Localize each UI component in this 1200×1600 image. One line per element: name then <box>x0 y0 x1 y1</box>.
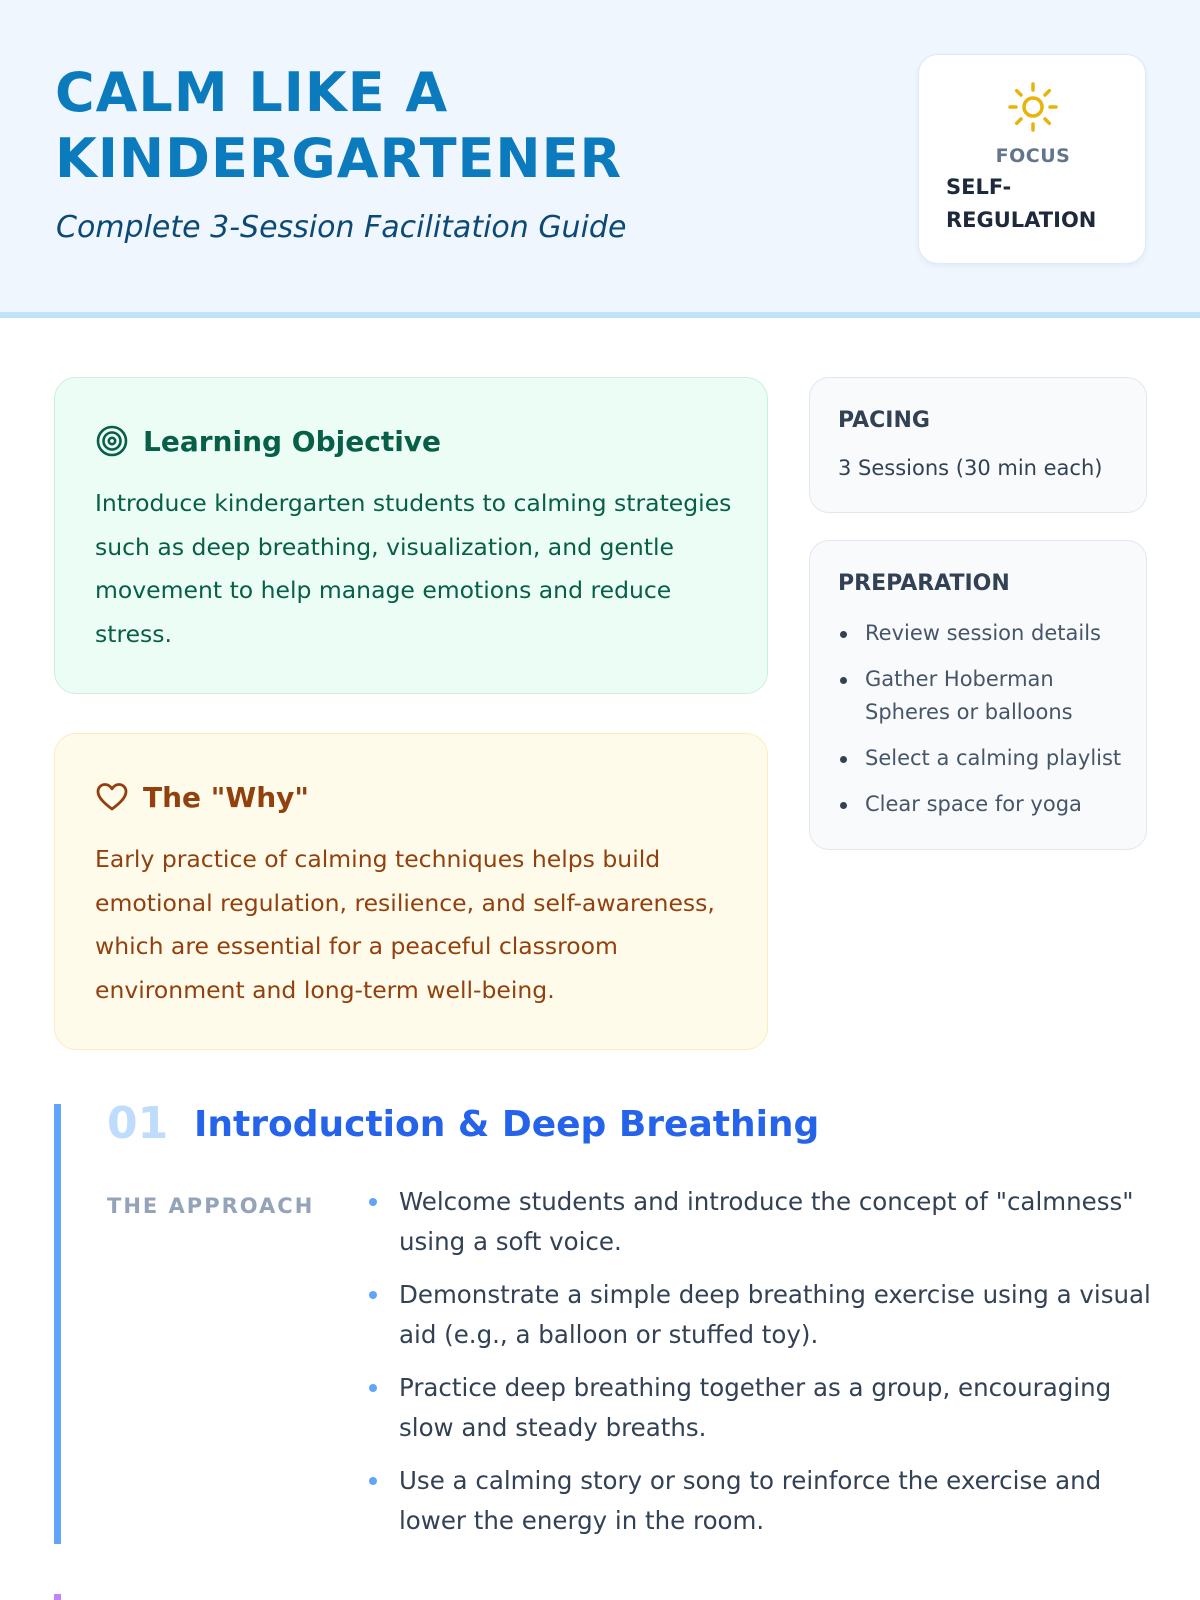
focus-card <box>918 54 1146 264</box>
page-header <box>0 0 1200 318</box>
list-item: Welcome students and introduce the concept of "calmness" using a soft voice. <box>367 1182 1157 1262</box>
why-card <box>54 733 768 1050</box>
approach-label: THE APPROACH <box>107 1194 315 1218</box>
title-line-2: KINDERGARTENER <box>55 127 623 190</box>
preparation-panel <box>809 540 1147 850</box>
approach-steps <box>367 1182 1157 1554</box>
why-title: The "Why" <box>143 780 310 814</box>
pacing-panel <box>809 377 1147 513</box>
list-item: Review session details <box>838 617 1138 650</box>
preparation-label: PREPARATION <box>838 571 1010 596</box>
list-item: Demonstrate a simple deep breathing exercise using a visual aid (e.g., a balloon or stuffed toy). <box>367 1275 1157 1355</box>
learning-objective-card <box>54 377 768 694</box>
list-item: Use a calming story or song to reinforce the exercise and lower the energy in the room. <box>367 1461 1157 1541</box>
heart-icon <box>95 780 129 814</box>
page-subtitle: Complete 3-Session Facilitation Guide <box>56 210 627 245</box>
page-title <box>55 60 622 192</box>
learning-objective-heading <box>95 424 441 458</box>
next-session-accent <box>54 1594 61 1600</box>
pacing-value: 3 Sessions (30 min each) <box>838 456 1103 480</box>
list-item: Select a calming playlist <box>838 742 1138 775</box>
why-text: Early practice of calming techniques helps build emotional regulation, resilience, and self-awareness, which are essential for a peaceful classroom environment and long-term well-being. <box>95 845 715 1004</box>
focus-label: FOCUS <box>995 145 1071 167</box>
session-title: Introduction & Deep Breathing <box>194 1104 820 1145</box>
title-line-1: CALM LIKE A <box>55 61 449 124</box>
learning-objective-text: Introduce kindergarten students to calming strategies such as deep breathing, visualization, and gentle movement to help manage emotions and reduce stress. <box>95 489 732 648</box>
preparation-list <box>838 617 1138 834</box>
list-item: Clear space for yoga <box>838 788 1138 821</box>
focus-value: SELF-REGULATION <box>946 175 1097 232</box>
pacing-label: PACING <box>838 408 930 433</box>
session-01 <box>54 1098 1151 1544</box>
list-item: Gather Hoberman Spheres or balloons <box>838 663 1138 729</box>
target-icon <box>95 424 129 458</box>
session-number: 01 <box>107 1098 169 1149</box>
sun-icon <box>1005 79 1061 135</box>
list-item: Practice deep breathing together as a group, encouraging slow and steady breaths. <box>367 1368 1157 1448</box>
why-heading <box>95 780 309 814</box>
learning-objective-title: Learning Objective <box>143 424 442 458</box>
